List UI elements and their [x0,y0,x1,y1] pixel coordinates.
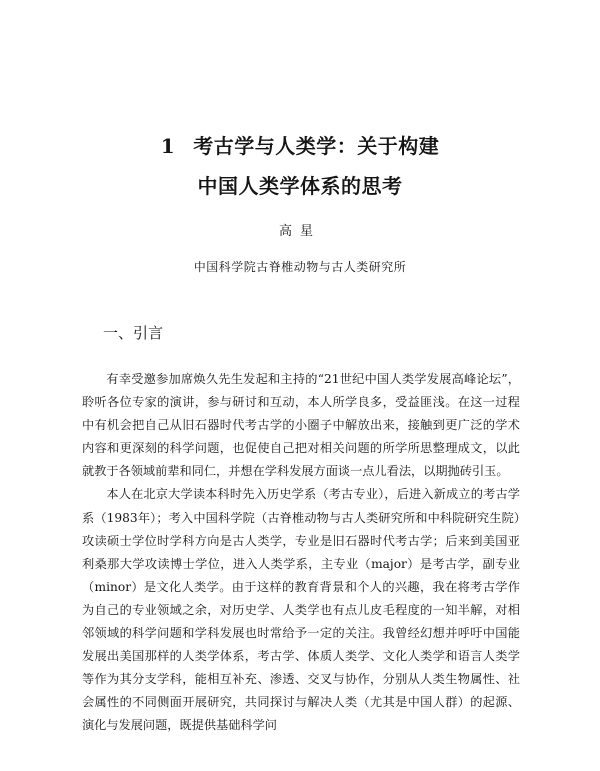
section-heading: 一、引言 [103,324,164,342]
title-line-2: 中国人类学体系的思考 [197,174,403,198]
chapter-title [0,126,600,206]
paragraph-2: 本人在北京大学读本科时先入历史学系（考古专业），后进入新成立的考古学系（1983年）；考入中国科学院（古脊椎动物与古人类研究所和中科院研究生院）攻读硕士学位时学科方向是古人类学，专业是旧石器时代考古学；后来到美国亚利桑那大学攻读博士学位，进入人类学系，主专业（major）是考古学，副专业（minor）是文化人类学。由于这样的教育背景和个人的兴趣，我在将考古学作为自己的专业领域之余，对历史学、人类学也有点儿皮毛程度的一知半解，对相邻领域的科学问题和学科发展也时常给予一定的关注。我曾经幻想并呼吁中国能发展出美国那样的人类学体系，考古学、体质人类学、文化人类学和语言人类学等作为其分支学科，能相互补充、渗透、交叉与协作，分别从人类生物属性、社会属性的不同侧面开展研究，共同探讨与解决人类（尤其是中国人群）的起源、演化与发展问题，既提供基础科学问 [82,487,520,733]
title-line-1 [0,126,600,166]
author-name: 高星 [278,224,321,239]
paragraph-1: 有幸受邀参加席焕久先生发起和主持的“21世纪中国人类学发展高峰论坛”，聆听各位专家的演讲，参与研讨和互动，本人所学良多，受益匪浅。在这一过程中有机会把自己从旧石器时代考古学的小圈子中解放出来，接触到更广泛的学术内容和更深刻的科学问题，也促使自己把对相关问题的所学所思整理成文，以此就教于各领域前辈和同仁，并想在学科发展方面谈一点儿看法，以期抛砖引玉。 [82,372,520,479]
body-text [82,368,520,738]
title-text-1: 考古学与人类学：关于构建 [193,134,440,158]
chapter-number: 1 [160,134,176,158]
author-affiliation: 中国科学院古脊椎动物与古人类研究所 [193,260,407,274]
